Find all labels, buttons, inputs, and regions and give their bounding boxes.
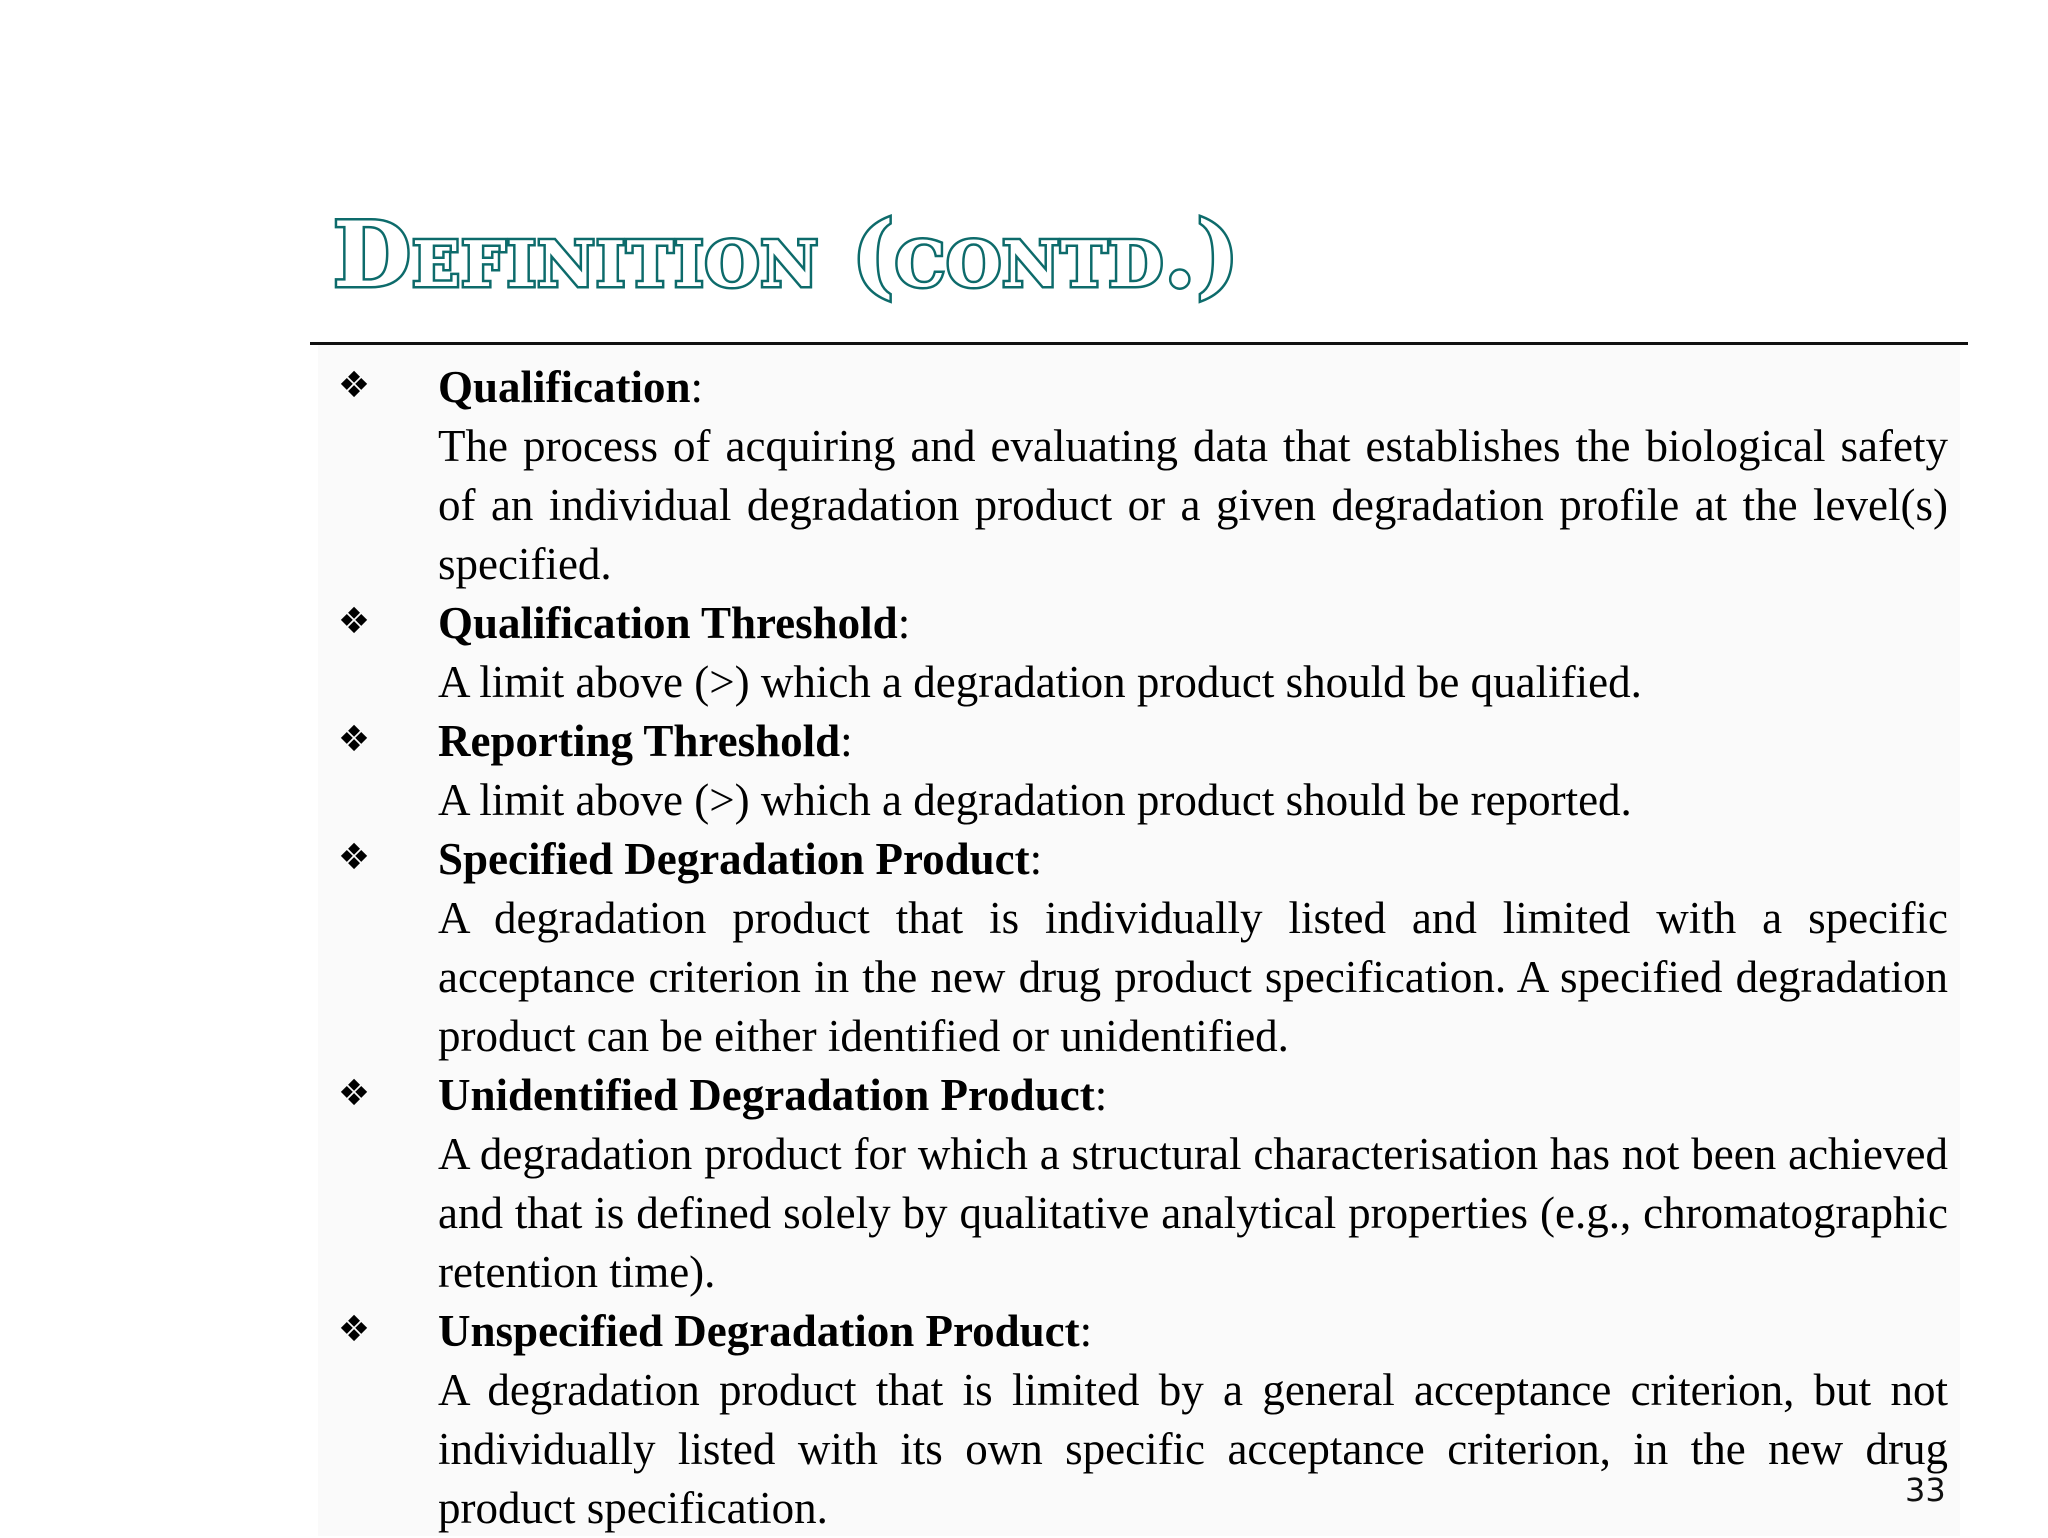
definition-term: Qualification Threshold xyxy=(438,598,898,648)
definition-term-line xyxy=(438,358,1948,417)
four-diamond-bullet-icon: ❖ xyxy=(337,365,371,406)
definition-term: Qualification xyxy=(438,362,691,412)
definition-term-line xyxy=(438,594,1948,653)
four-diamond-bullet-icon: ❖ xyxy=(337,1073,371,1114)
term-colon: : xyxy=(840,716,853,766)
four-diamond-bullet-icon: ❖ xyxy=(337,719,371,760)
definition-item-specified-degradation-product xyxy=(332,830,1948,1066)
definition-item-qualification xyxy=(332,358,1948,594)
definition-text: A degradation product that is individually listed and limited with a specific acceptance criterion in the new drug product specification. A specified degradation product can be either identified or unidentified. xyxy=(438,893,1948,1061)
term-colon: : xyxy=(897,598,911,648)
definition-term: Unidentified Degradation Product xyxy=(438,1070,1095,1120)
term-colon: : xyxy=(1029,834,1043,884)
definition-term: Unspecified Degradation Product xyxy=(438,1306,1080,1356)
definition-item-unidentified-degradation-product xyxy=(332,1066,1948,1302)
definition-term-line xyxy=(438,830,1948,889)
page-number: 33 xyxy=(1905,1471,1946,1509)
definition-term: Specified Degradation Product xyxy=(438,834,1030,884)
definition-text: A degradation product for which a structural characterisation has not been achieved and that is defined solely by qualitative analytical properties (e.g., chromatographic retention time). xyxy=(438,1129,1948,1297)
four-diamond-bullet-icon: ❖ xyxy=(337,837,371,878)
term-colon: : xyxy=(690,362,704,412)
definition-term-line xyxy=(438,712,1948,771)
definition-term: Reporting Threshold xyxy=(438,716,841,766)
definition-item-qualification-threshold xyxy=(332,594,1948,712)
definition-term-line xyxy=(438,1302,1948,1361)
term-colon: : xyxy=(1079,1306,1093,1356)
slide-title: Definition (contd.) xyxy=(333,202,1241,308)
four-diamond-bullet-icon: ❖ xyxy=(337,1309,371,1350)
definition-term-line xyxy=(438,1066,1948,1125)
definition-text: The process of acquiring and evaluating data that establishes the biological safety of an individual degradation product or a given degradation profile at the level(s) specified. xyxy=(438,421,1948,589)
four-diamond-bullet-icon: ❖ xyxy=(337,601,371,642)
definition-text: A limit above (>) which a degradation product should be reported. xyxy=(438,775,1632,825)
definition-list xyxy=(332,358,1948,1538)
term-colon: : xyxy=(1094,1070,1108,1120)
definition-text: A limit above (>) which a degradation product should be qualified. xyxy=(438,657,1642,707)
definition-item-reporting-threshold xyxy=(332,712,1948,830)
definition-item-unspecified-degradation-product xyxy=(332,1302,1948,1538)
definition-text: A degradation product that is limited by a general acceptance criterion, but not individually listed with its own specific acceptance criterion, in the new drug product specification. xyxy=(438,1365,1948,1533)
